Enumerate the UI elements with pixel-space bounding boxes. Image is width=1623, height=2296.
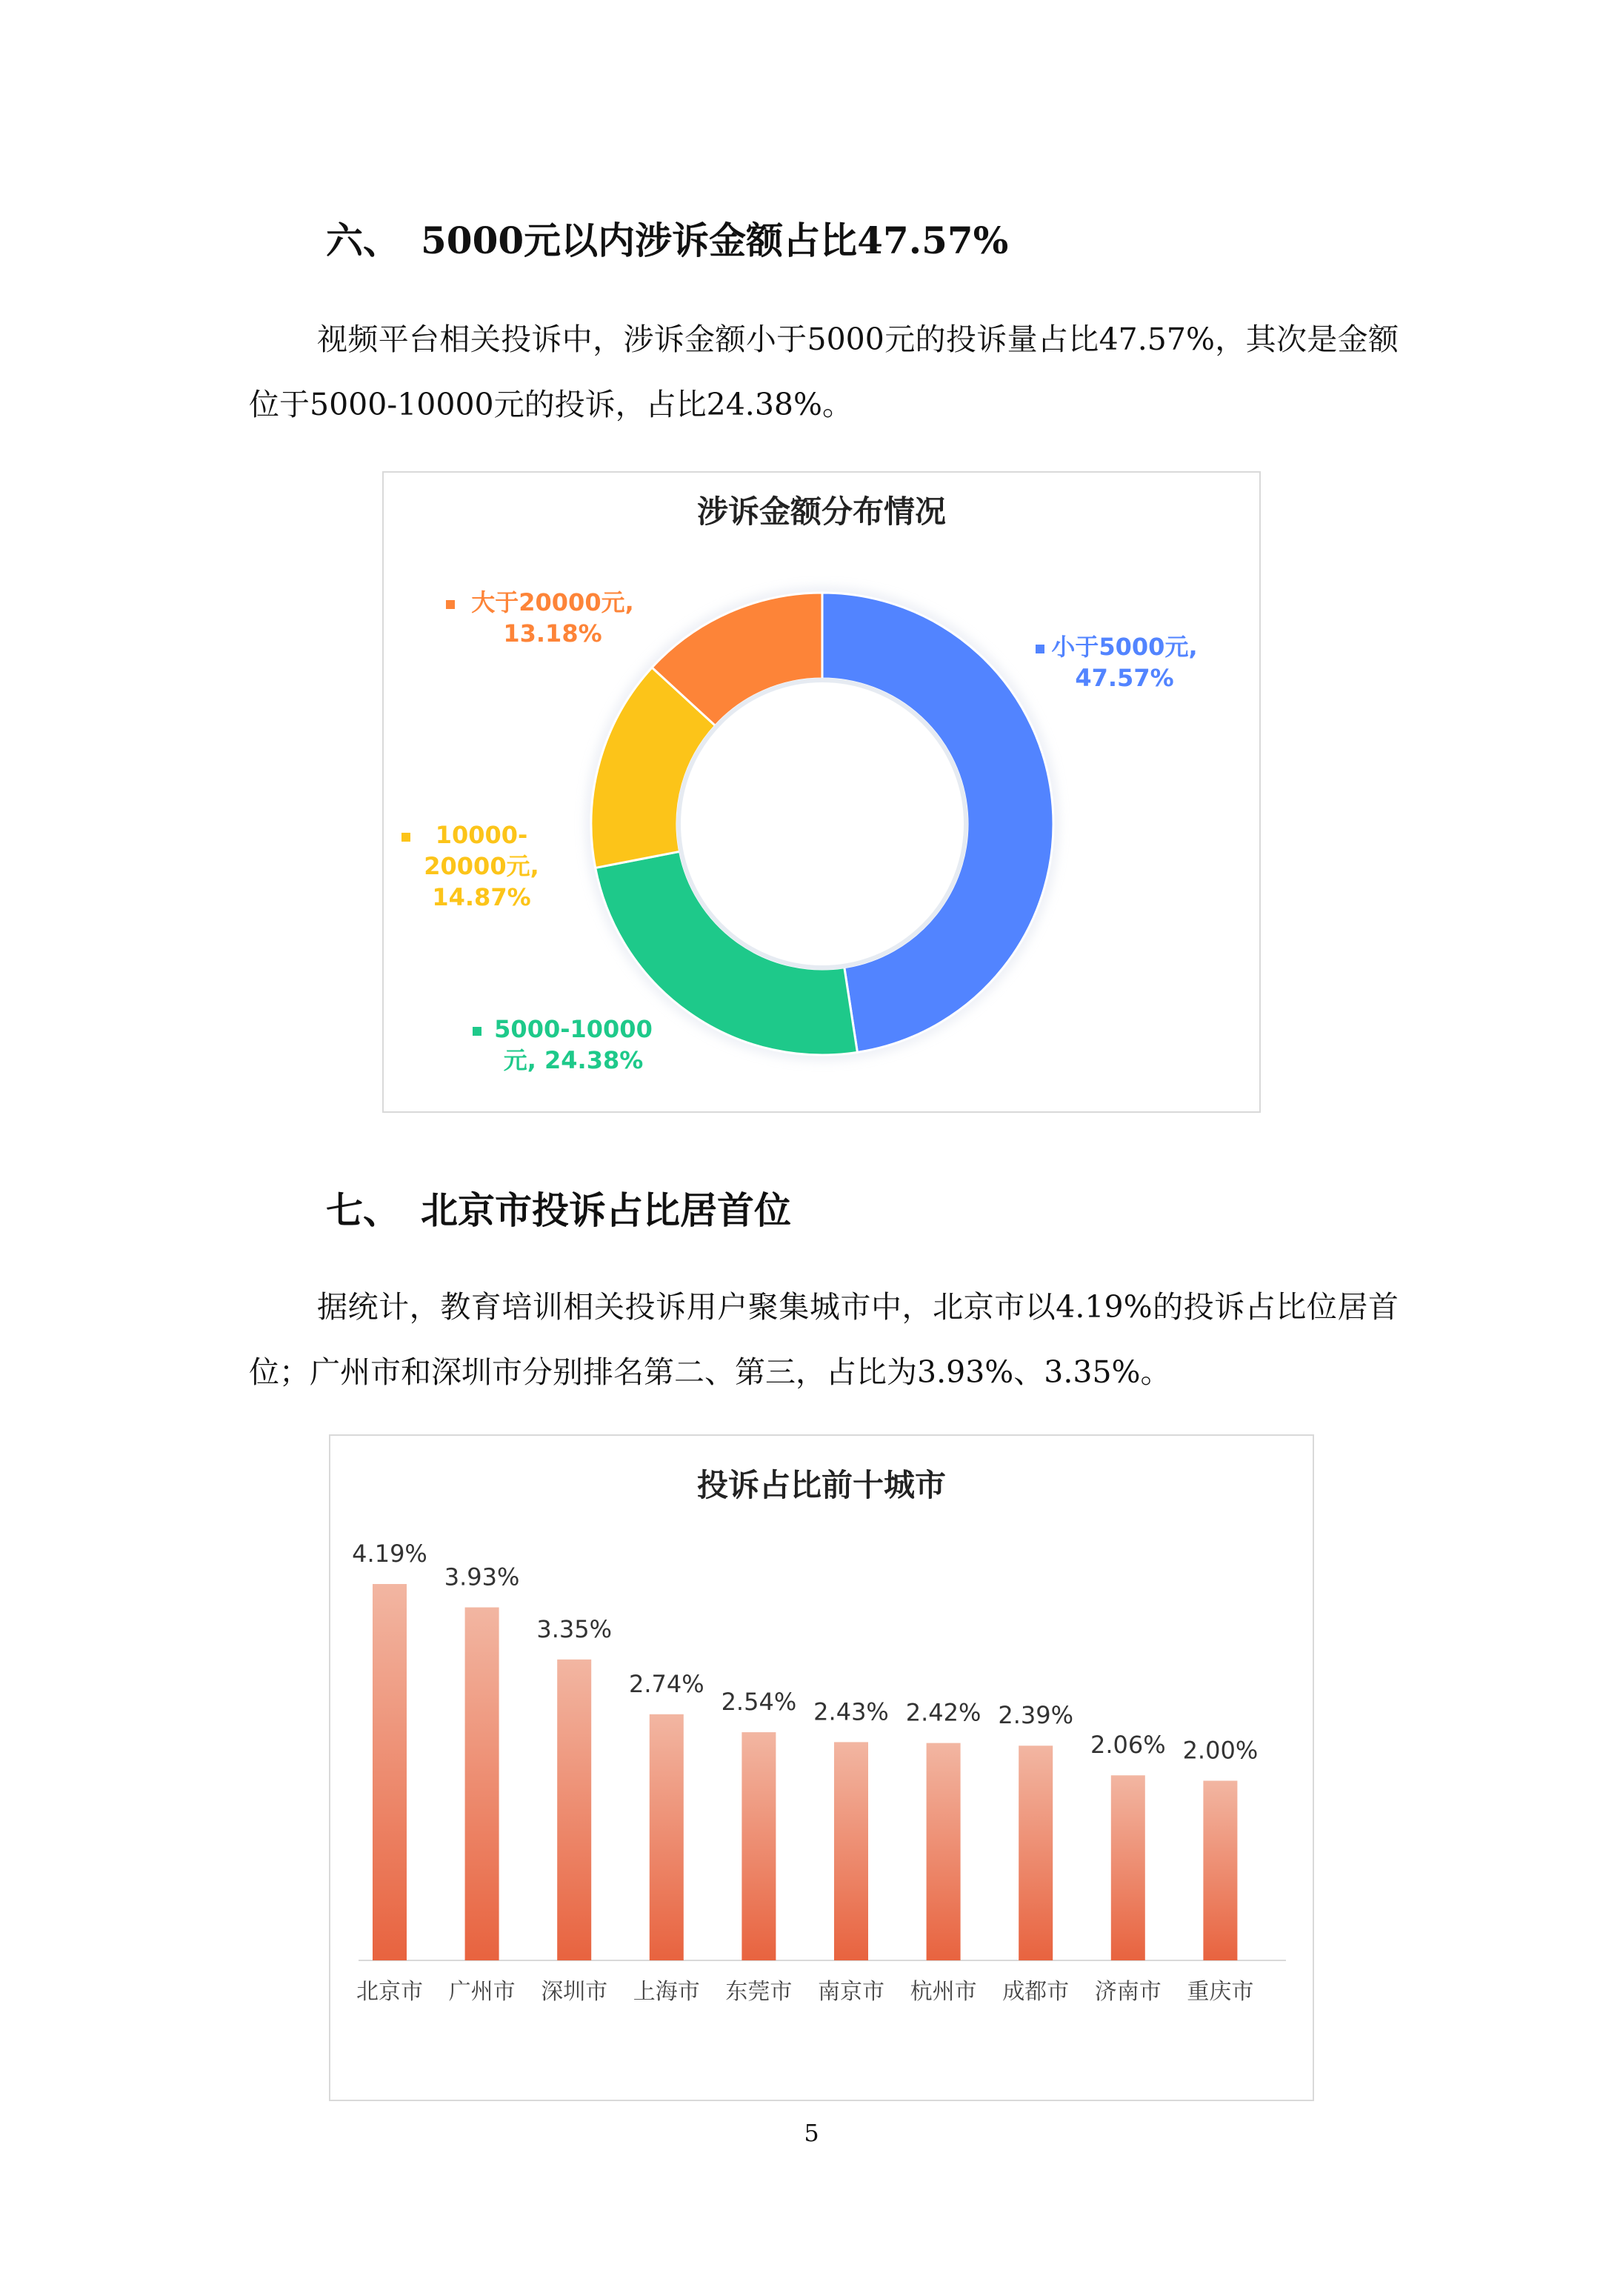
- donut-label-text: 元, 24.38%: [503, 1046, 644, 1074]
- section7-title: 北京市投诉占比居首位: [421, 1188, 791, 1232]
- bar-5: [834, 1742, 868, 1960]
- donut-label-2: [401, 821, 539, 911]
- donut-label-text: 14.87%: [432, 883, 531, 911]
- donut-chart-title: 涉诉金额分布情况: [696, 493, 946, 530]
- donut-label-0: [1036, 633, 1198, 692]
- bar-6: [927, 1743, 961, 1960]
- section6-title: 5000元以内涉诉金额占比47.57%: [421, 219, 1009, 262]
- bar-chart-box: [329, 1434, 1314, 2101]
- page-number: 5: [804, 2119, 819, 2147]
- donut-label-text: 5000-10000: [494, 1015, 653, 1043]
- donut-label-text: 10000-: [435, 821, 528, 849]
- bar-chart: [330, 1436, 1313, 2100]
- bar-data-label: 2.39%: [998, 1701, 1074, 1730]
- bar-1: [465, 1608, 499, 1960]
- donut-label-3: [446, 588, 634, 648]
- donut-legend-marker-1: [473, 1027, 481, 1036]
- x-tick-label: 杭州市: [910, 1979, 977, 2005]
- bar-data-label: 3.35%: [536, 1614, 613, 1643]
- donut-chart-box: [382, 471, 1261, 1113]
- bar-4: [741, 1732, 776, 1960]
- bar-8: [1111, 1775, 1145, 1960]
- bar-data-label: 2.43%: [813, 1697, 889, 1726]
- donut-label-1: [473, 1015, 653, 1074]
- section7-number: 七、: [326, 1188, 400, 1232]
- bar-chart-title: 投诉占比前十城市: [696, 1467, 946, 1503]
- donut-label-text: 大于20000元,: [471, 588, 634, 616]
- section7-heading: [326, 1188, 791, 1233]
- donut-legend-marker-0: [1036, 645, 1044, 653]
- section6-heading: [326, 219, 1008, 263]
- bar-7: [1019, 1746, 1053, 1960]
- x-tick-label: 东莞市: [725, 1979, 793, 2005]
- donut-label-text: 13.18%: [503, 619, 602, 648]
- bar-0: [373, 1584, 407, 1960]
- x-tick-label: 上海市: [633, 1979, 700, 2005]
- bar-3: [650, 1714, 684, 1960]
- x-tick-label: 广州市: [448, 1979, 516, 2005]
- donut-legend-marker-3: [446, 600, 455, 609]
- x-tick-label: 重庆市: [1187, 1979, 1254, 2005]
- donut-legend-marker-2: [401, 833, 410, 842]
- bar-data-label: 2.06%: [1090, 1731, 1166, 1760]
- section7-paragraph: 据统计，教育培训相关投诉用户聚集城市中，北京市以4.19%的投诉占比位居首位；广州市和深圳市分别排名第二、第三，占比为3.93%、3.35%。: [249, 1289, 1399, 1390]
- bar-data-label: 3.93%: [444, 1563, 520, 1591]
- x-tick-label: 成都市: [1002, 1979, 1070, 2005]
- donut-label-text: 20000元,: [424, 852, 539, 880]
- bar-2: [557, 1660, 591, 1960]
- bar-data-label: 2.00%: [1182, 1736, 1259, 1765]
- bar-data-label: 2.74%: [628, 1669, 704, 1698]
- donut-label-text: 小于5000元,: [1051, 633, 1198, 661]
- x-tick-label: 深圳市: [541, 1979, 608, 2005]
- bar-data-label: 4.19%: [352, 1540, 427, 1568]
- donut-label-text: 47.57%: [1075, 664, 1174, 692]
- donut-chart: [384, 473, 1259, 1111]
- section6-number: 六、: [326, 219, 400, 262]
- x-tick-label: 济南市: [1094, 1979, 1162, 2005]
- bar-9: [1203, 1781, 1237, 1960]
- section6-paragraph: 视频平台相关投诉中，涉诉金额小于5000元的投诉量占比47.57%，其次是金额位于5000-10000元的投诉，占比24.38%。: [249, 322, 1399, 422]
- x-tick-label: 北京市: [356, 1979, 423, 2005]
- bar-data-label: 2.42%: [905, 1698, 982, 1727]
- bar-data-label: 2.54%: [721, 1688, 797, 1717]
- x-tick-label: 南京市: [818, 1979, 884, 2005]
